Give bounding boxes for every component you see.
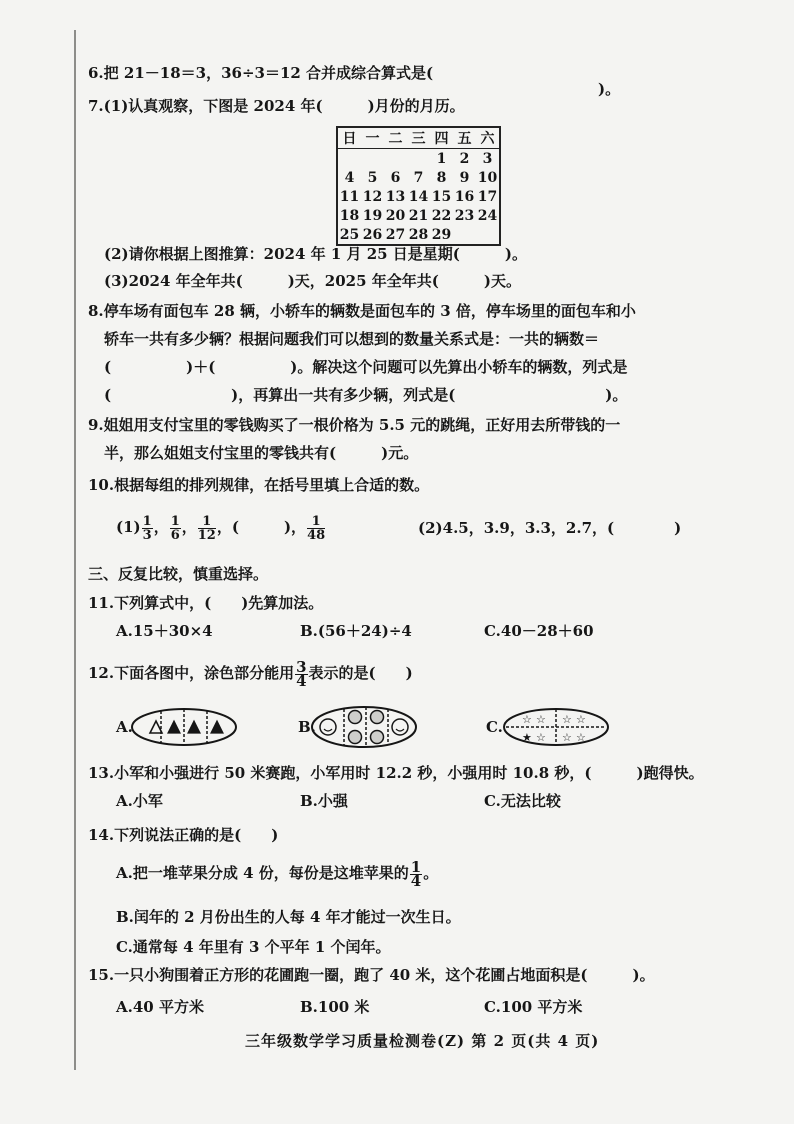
q13-option-b: B.小强 xyxy=(300,792,348,810)
q10-part1-prefix: (1) xyxy=(116,518,141,536)
calendar-day xyxy=(453,225,476,245)
fraction-1-4 xyxy=(410,857,422,890)
q11-option-a: A.15＋30×4 xyxy=(116,622,213,640)
calendar-week xyxy=(337,206,500,225)
svg-text:☆: ☆ xyxy=(536,713,546,726)
calendar-day: 13 xyxy=(385,188,406,205)
fraction-1-48 xyxy=(307,515,325,542)
triangle-ellipse-figure xyxy=(130,706,238,748)
calendar-day: 1 xyxy=(436,150,447,167)
q6-close: )。 xyxy=(598,80,621,98)
q12-option-b-label: B. xyxy=(298,718,316,736)
q12-suffix: 表示的是( ) xyxy=(308,664,413,682)
q15-option-c: C.100 平方米 xyxy=(484,998,583,1016)
calendar-day: 15 xyxy=(431,188,452,205)
svg-text:☆: ☆ xyxy=(576,713,586,726)
svg-text:☆: ☆ xyxy=(536,731,546,744)
calendar-day: 17 xyxy=(477,188,498,205)
fraction-numerator: 1 xyxy=(410,857,422,876)
q11-option-c: C.40－28＋60 xyxy=(484,622,594,640)
calendar-day xyxy=(337,149,361,169)
binding-line xyxy=(74,30,76,1070)
calendar-day: 28 xyxy=(408,226,429,243)
calendar-header-row xyxy=(337,127,500,149)
calendar-day: 23 xyxy=(454,207,475,224)
q6-text: 6.把 21－18＝3，36÷3＝12 合并成综合算式是( xyxy=(88,64,434,82)
calendar-day: 29 xyxy=(431,226,452,243)
fraction-denominator: 4 xyxy=(410,871,422,890)
svg-text:★: ★ xyxy=(522,731,532,744)
q14-option-c: C.通常每 4 年里有 3 个平年 1 个闰年。 xyxy=(116,938,391,956)
q15-option-b: B.100 米 xyxy=(300,998,370,1016)
calendar-day: 19 xyxy=(362,207,383,224)
fraction-denominator: 3 xyxy=(142,527,152,543)
calendar-day: 26 xyxy=(362,226,383,243)
calendar-day: 11 xyxy=(339,188,360,205)
q8-line1: 8.停车场有面包车 28 辆，小轿车的辆数是面包车的 3 倍，停车场里的面包车和小 xyxy=(88,302,636,320)
q8-line4: ( )，再算出一共有多少辆，列式是( )。 xyxy=(104,386,628,404)
calendar-weekday: 六 xyxy=(476,127,500,149)
q12-prefix: 12.下面各图中，涂色部分能用 xyxy=(88,664,295,682)
fraction-denominator: 12 xyxy=(197,527,216,543)
calendar-day: 7 xyxy=(413,169,424,186)
q15-option-a: A.40 平方米 xyxy=(116,998,204,1016)
calendar-day: 4 xyxy=(344,169,355,186)
calendar-day xyxy=(361,149,384,169)
calendar-week xyxy=(337,187,500,206)
calendar-day xyxy=(407,149,430,169)
fraction-3-4 xyxy=(295,657,307,690)
calendar-day: 8 xyxy=(436,169,447,186)
calendar xyxy=(336,126,501,246)
q14-option-b: B.闰年的 2 月份出生的人每 4 年才能过一次生日。 xyxy=(116,908,461,926)
calendar-day: 27 xyxy=(385,226,406,243)
q13-option-c: C.无法比较 xyxy=(484,792,561,810)
fraction-1-6 xyxy=(170,515,181,542)
q13-title: 13.小军和小强进行 50 米赛跑，小军用时 12.2 秒，小强用时 10.8 秒，( )跑得快。 xyxy=(88,764,704,782)
calendar-week xyxy=(337,149,500,169)
q10-title: 10.根据每组的排列规律，在括号里填上合适的数。 xyxy=(88,476,430,494)
calendar-day: 21 xyxy=(408,207,429,224)
calendar-day: 3 xyxy=(482,150,493,167)
svg-text:☆: ☆ xyxy=(522,713,532,726)
star-ellipse-figure xyxy=(502,706,610,748)
calendar-day: 24 xyxy=(477,207,498,224)
calendar-day: 16 xyxy=(454,188,475,205)
calendar-day: 20 xyxy=(385,207,406,224)
q15-title: 15.一只小狗围着正方形的花圃跑一圈，跑了 40 米，这个花圃占地面积是( )。 xyxy=(88,966,655,984)
calendar-week xyxy=(337,225,500,245)
q14-option-a-suffix: 。 xyxy=(423,864,439,882)
calendar-day: 9 xyxy=(459,169,470,186)
q7-part2: (2)请你根据上图推算：2024 年 1 月 25 日是星期( )。 xyxy=(104,245,527,263)
calendar-day: 14 xyxy=(408,188,429,205)
calendar-weekday: 四 xyxy=(430,127,453,149)
q8-line3: ( )＋( )。解决这个问题可以先算出小轿车的辆数，列式是 xyxy=(104,358,628,376)
q8-line2: 轿车一共有多少辆？根据问题我们可以想到的数量关系式是：一共的辆数＝ xyxy=(104,330,600,348)
calendar-weekday: 二 xyxy=(384,127,407,149)
q12-option-c-label: C. xyxy=(486,718,503,736)
calendar-day: 22 xyxy=(431,207,452,224)
calendar-week xyxy=(337,168,500,187)
q7-part1: 7.(1)认真观察，下图是 2024 年( )月份的月历。 xyxy=(88,97,465,115)
calendar-weekday: 三 xyxy=(407,127,430,149)
q9-line1: 9.姐姐用支付宝里的零钱购买了一根价格为 5.5 元的跳绳，正好用去所带钱的一 xyxy=(88,416,621,434)
fraction-numerator: 1 xyxy=(307,515,325,529)
page-footer: 三年级数学学习质量检测卷(Z) 第 2 页(共 4 页) xyxy=(245,1032,600,1050)
calendar-day: 5 xyxy=(367,169,378,186)
svg-text:☆: ☆ xyxy=(562,713,572,726)
calendar-day: 2 xyxy=(459,150,470,167)
q9-line2: 半，那么姐姐支付宝里的零钱共有( )元。 xyxy=(104,444,419,462)
calendar-day: 10 xyxy=(477,169,498,186)
q11-option-b: B.(56＋24)÷4 xyxy=(300,622,412,640)
fraction-numerator: 1 xyxy=(198,515,216,529)
svg-text:☆: ☆ xyxy=(576,731,586,744)
section-heading: 三、反复比较，慎重选择。 xyxy=(88,565,269,583)
calendar-weekday: 日 xyxy=(337,127,361,149)
fraction-numerator: 1 xyxy=(142,513,152,529)
q10-part1: (1) $\frac{1}{3}$ ， $\frac{1}{6}$ ， $\frac{1}{12}$ ，( )， $\frac{1}{48}$ xyxy=(116,513,326,543)
smiley-ellipse-figure xyxy=(310,704,418,750)
q7-part3: (3)2024 年全年共( )天，2025 年全年共( )天。 xyxy=(104,272,521,290)
q11-title: 11.下列算式中，( )先算加法。 xyxy=(88,594,324,612)
q14-option-a xyxy=(116,858,438,888)
calendar-day: 18 xyxy=(339,207,360,224)
fraction-numerator: 1 xyxy=(170,513,180,529)
svg-text:☆: ☆ xyxy=(562,731,572,744)
fraction-1-12 xyxy=(198,515,216,542)
q12-title xyxy=(88,658,413,688)
calendar-day: 25 xyxy=(339,226,360,243)
fraction-denominator: 4 xyxy=(296,671,307,690)
fraction-1-3 xyxy=(142,515,153,542)
fraction-denominator: 6 xyxy=(170,527,180,543)
calendar-day xyxy=(384,149,407,169)
fraction-numerator: 3 xyxy=(296,657,307,676)
q14-option-a-text: A.把一堆苹果分成 4 份，每份是这堆苹果的 xyxy=(116,864,409,882)
q12-option-a-label: A. xyxy=(116,718,133,736)
fraction-denominator: 48 xyxy=(307,527,326,543)
answer-blank: ，( )， xyxy=(216,518,307,536)
calendar-day: 6 xyxy=(390,169,401,186)
calendar-day xyxy=(476,225,500,245)
q10-part2: (2)4.5，3.9，3.3，2.7，( ) xyxy=(418,519,682,537)
q13-option-a: A.小军 xyxy=(116,792,163,810)
calendar-day: 12 xyxy=(362,188,383,205)
q14-title: 14.下列说法正确的是( ) xyxy=(88,826,279,844)
calendar-weekday: 一 xyxy=(361,127,384,149)
calendar-weekday: 五 xyxy=(453,127,476,149)
